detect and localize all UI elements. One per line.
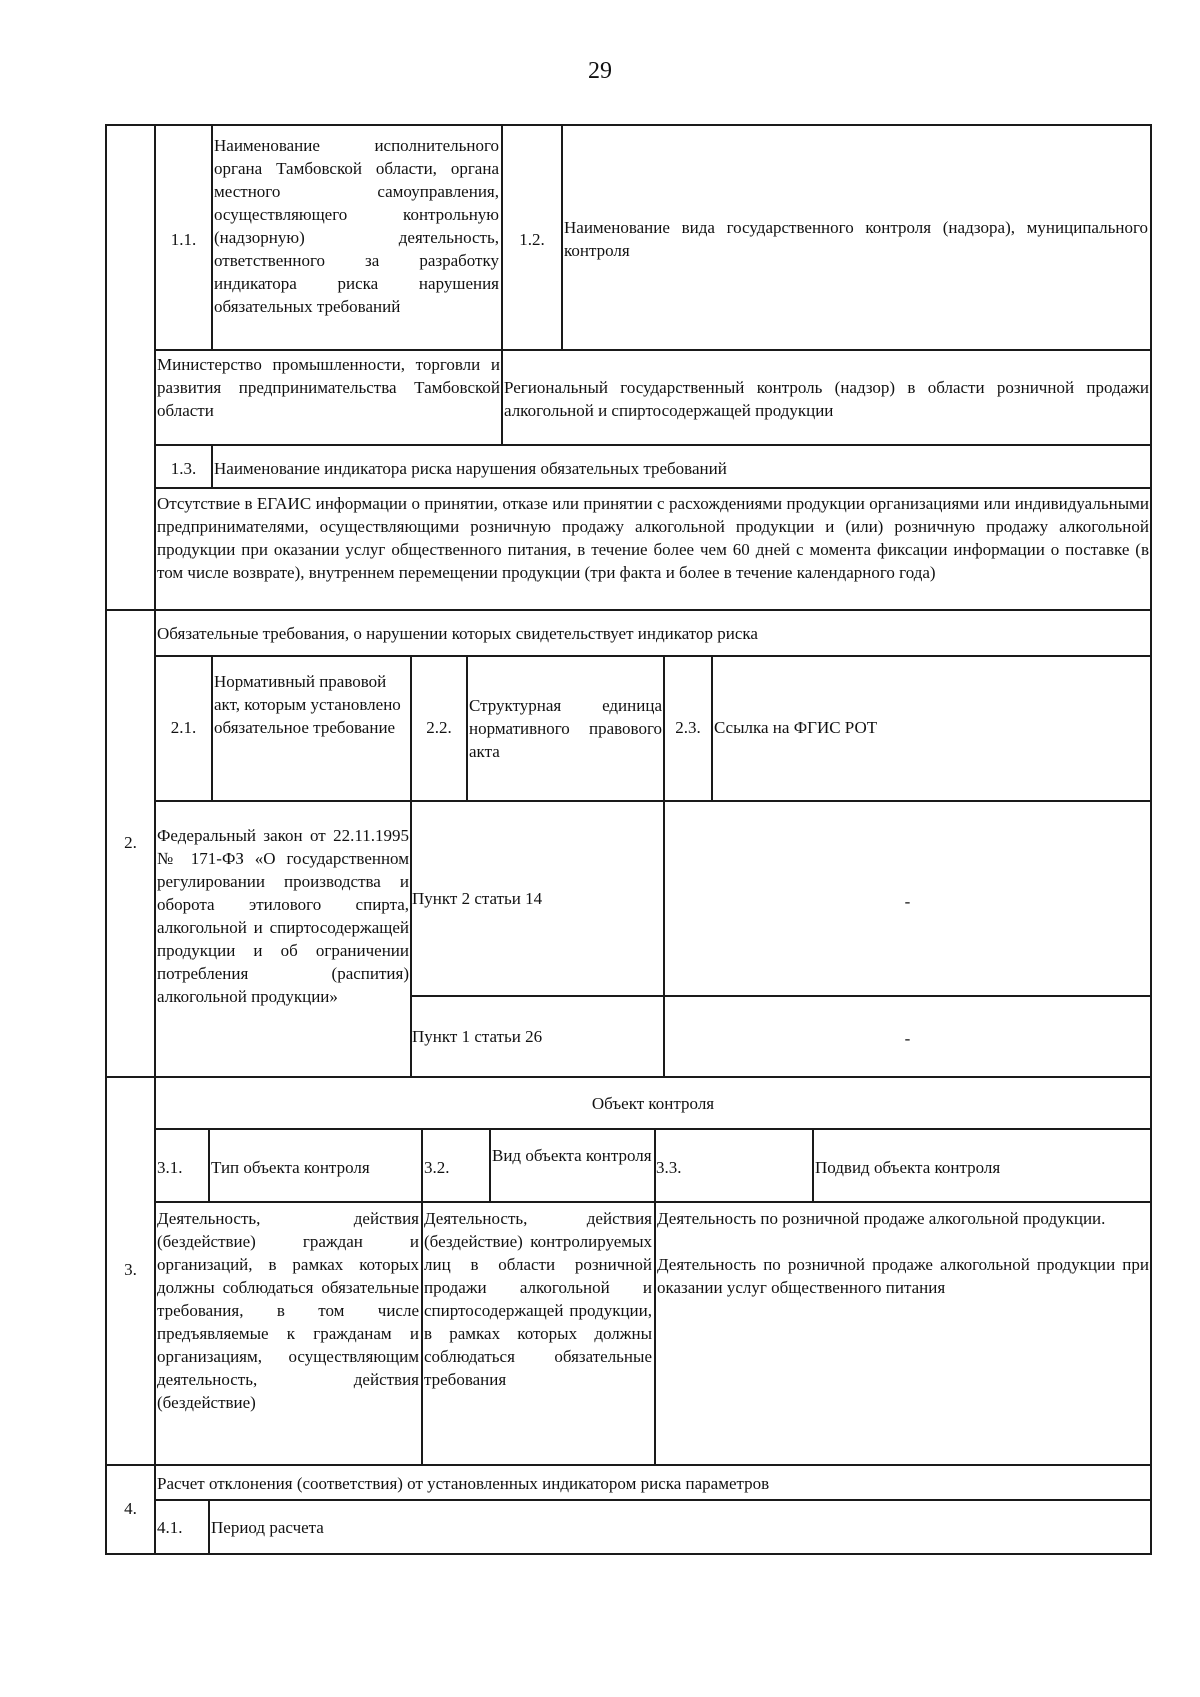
value-fgis-link-1: - xyxy=(904,892,911,911)
header-object-subkind: Подвид объекта контроля xyxy=(815,1158,1001,1177)
value-federal-law: Федеральный закон от 22.11.1995 № 171-ФЗ «О государственном регулировании производства и оборота этилового спирта, алкогольной и спиртосодержащей продукции и об ограничении потребления (распития) алкогольной продукции» xyxy=(157,826,409,1006)
item-number-3-3: 3.3. xyxy=(656,1158,682,1177)
header-calculation-period: Период расчета xyxy=(211,1518,324,1537)
value-ministry: Министерство промышленности, торговли и развития предпринимательства Тамбовской области xyxy=(157,355,500,420)
header-control-type-name: Наименование вида государственного контроля (надзора), муниципального контроля xyxy=(564,218,1148,260)
item-number-1-1: 1.1. xyxy=(170,230,197,249)
item-number-2-3: 2.3. xyxy=(675,718,701,737)
header-fgis-rot-link: Ссылка на ФГИС РОТ xyxy=(714,718,878,737)
header-structural-unit: Структурная единица нормативного правового акта xyxy=(469,696,662,761)
header-object-type: Тип объекта контроля xyxy=(211,1158,370,1177)
page-number: 29 xyxy=(588,58,612,84)
value-object-subkind-2: Деятельность по розничной продаже алкогольной продукции при оказании услуг общественного питания xyxy=(657,1255,1149,1297)
section-number-3: 3. xyxy=(124,1260,137,1279)
section-title-control-object: Объект контроля xyxy=(591,1094,715,1113)
value-structural-unit-1: Пункт 2 статьи 14 xyxy=(412,889,543,908)
section-number-4: 4. xyxy=(124,1499,137,1518)
item-number-2-1: 2.1. xyxy=(170,718,197,737)
item-number-1-3: 1.3. xyxy=(170,459,197,478)
value-object-kind: Деятельность, действия (бездействие) контролируемых лиц в области розничной продажи алкогольной и спиртосодержащей продукции, в рамках которых должны соблюдаться обязательные требования xyxy=(424,1209,652,1389)
header-object-kind: Вид объекта контроля xyxy=(492,1146,652,1165)
header-control-body-name: Наименование исполнительного органа Тамбовской области, органа местного самоуправления, осуществляющего контрольную (надзорную) деятельность, ответственного за разработку индикатора риска нарушения обязательных требований xyxy=(214,136,499,316)
item-number-3-2: 3.2. xyxy=(424,1158,450,1177)
value-risk-indicator: Отсутствие в ЕГАИС информации о принятии, отказе или принятии с расхождениями продукции организациями или индивидуальными предпринимателями, осуществляющими розничную продажу алкогольной продукции и (или) розничную продажу алкогольной продукции при оказании услуг общественного питания, в течение более чем 60 дней с момента фиксации информации о поставке (в том числе возврате), внутреннем перемещении продукции (три факта и более в течение календарного года) xyxy=(157,494,1149,582)
value-object-subkind-1: Деятельность по розничной продаже алкогольной продукции. xyxy=(657,1209,1106,1228)
value-fgis-link-2: - xyxy=(904,1029,911,1048)
item-number-4-1: 4.1. xyxy=(157,1518,183,1537)
header-normative-act: Нормативный правовой акт, которым установлено обязательное требование xyxy=(214,672,401,737)
item-number-2-2: 2.2. xyxy=(426,718,452,737)
section-title-calculation: Расчет отклонения (соответствия) от установленных индикатором риска параметров xyxy=(157,1474,770,1493)
item-number-3-1: 3.1. xyxy=(157,1158,183,1177)
header-risk-indicator-name: Наименование индикатора риска нарушения обязательных требований xyxy=(214,459,727,478)
value-control-type: Региональный государственный контроль (надзор) в области розничной продажи алкогольной и спиртосодержащей продукции xyxy=(504,378,1149,420)
section-number-2: 2. xyxy=(124,833,137,852)
item-number-1-2: 1.2. xyxy=(519,230,545,249)
value-structural-unit-2: Пункт 1 статьи 26 xyxy=(412,1027,543,1046)
section-title-requirements: Обязательные требования, о нарушении которых свидетельствует индикатор риска xyxy=(157,624,758,643)
value-object-type: Деятельность, действия (бездействие) граждан и организаций, в рамках которых должны соблюдаться обязательные требования, в том числе предъявляемые к гражданам и организациям, осуществляющим деятельность, действия (бездействие) xyxy=(157,1209,419,1412)
